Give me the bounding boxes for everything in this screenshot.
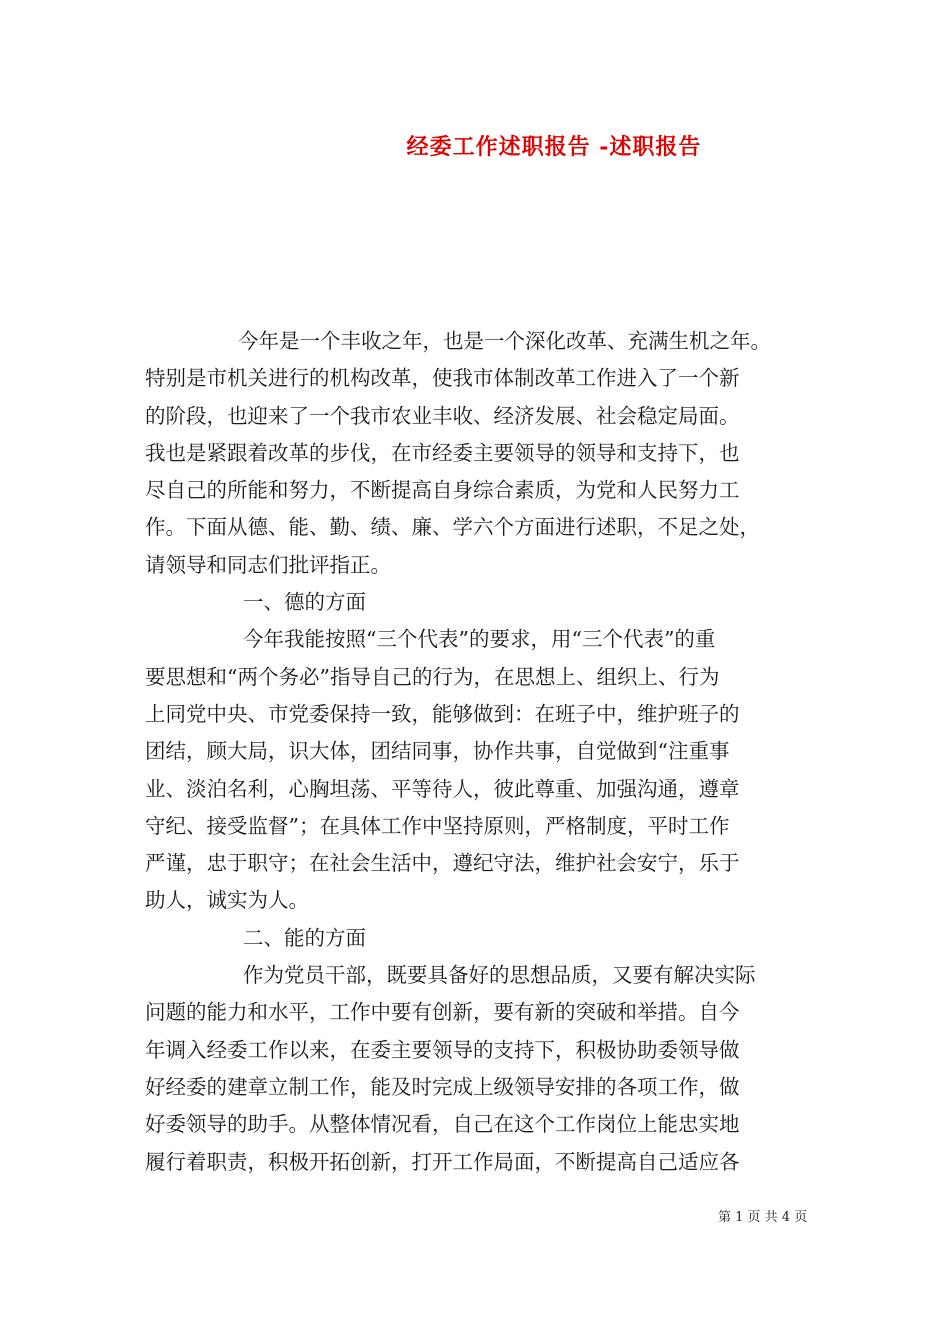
text-line: 团结，顾大局，识大体，团结同事，协作共事，自觉做到“注重事 [145, 739, 730, 764]
text-line: 今年我能按照“三个代表”的要求，用“三个代表”的重 [243, 627, 716, 652]
text-line: 作为党员干部，既要具备好的思想品质，又要有解决实际 [243, 963, 756, 988]
text-line: 问题的能力和水平，工作中要有创新，要有新的突破和举措。自今 [145, 1000, 740, 1025]
text-line: 特别是市机关进行的机构改革，使我市体制改革工作进入了一个新 [145, 366, 740, 391]
text-line: 一、德的方面 [243, 590, 366, 615]
text-line: 我也是紧跟着改革的步伐，在市经委主要领导的领导和支持下，也 [145, 440, 740, 465]
text-line: 履行着职责，积极开拓创新，打开工作局面，不断提高自己适应各 [145, 1149, 740, 1174]
text-line: 好委领导的助手。从整体情况看，自己在这个工作岗位上能忠实地 [145, 1112, 740, 1137]
text-line: 要思想和“两个务必”指导自己的行为，在思想上、组织上、行为 [145, 664, 720, 689]
text-line: 业、淡泊名利，心胸坦荡、平等待人，彼此尊重、加强沟通，遵章 [145, 776, 740, 801]
text-line: 二、能的方面 [243, 925, 366, 950]
text-line: 作。下面从德、能、勤、绩、廉、学六个方面进行述职，不足之处， [145, 515, 760, 540]
text-line: 助人，诚实为人。 [145, 888, 309, 913]
text-line: 的阶段，也迎来了一个我市农业丰收、经济发展、社会稳定局面。 [145, 403, 740, 428]
body-text [145, 323, 827, 1181]
text-line: 上同党中央、市党委保持一致，能够做到：在班子中，维护班子的 [145, 701, 740, 726]
text-line: 守纪、接受监督”；在具体工作中坚持原则，严格制度，平时工作 [145, 813, 730, 838]
text-line: 今年是一个丰收之年，也是一个深化改革、充满生机之年。 [238, 329, 771, 353]
page-footer: 第 1 页 共 4 页 [718, 1210, 808, 1225]
text-line: 尽自己的所能和努力，不断提高自身综合素质，为党和人民努力工 [145, 478, 740, 503]
text-line: 年调入经委工作以来，在委主要领导的支持下，积极协助委领导做 [145, 1037, 740, 1062]
text-line: 严谨，忠于职守；在社会生活中，遵纪守法，维护社会安宁，乐于 [145, 851, 740, 876]
text-line: 好经委的建章立制工作，能及时完成上级领导安排的各项工作，做 [145, 1074, 740, 1099]
page-title: 经委工作述职报告 -述职报告 [406, 134, 702, 160]
text-line: 请领导和同志们批评指正。 [145, 552, 391, 577]
